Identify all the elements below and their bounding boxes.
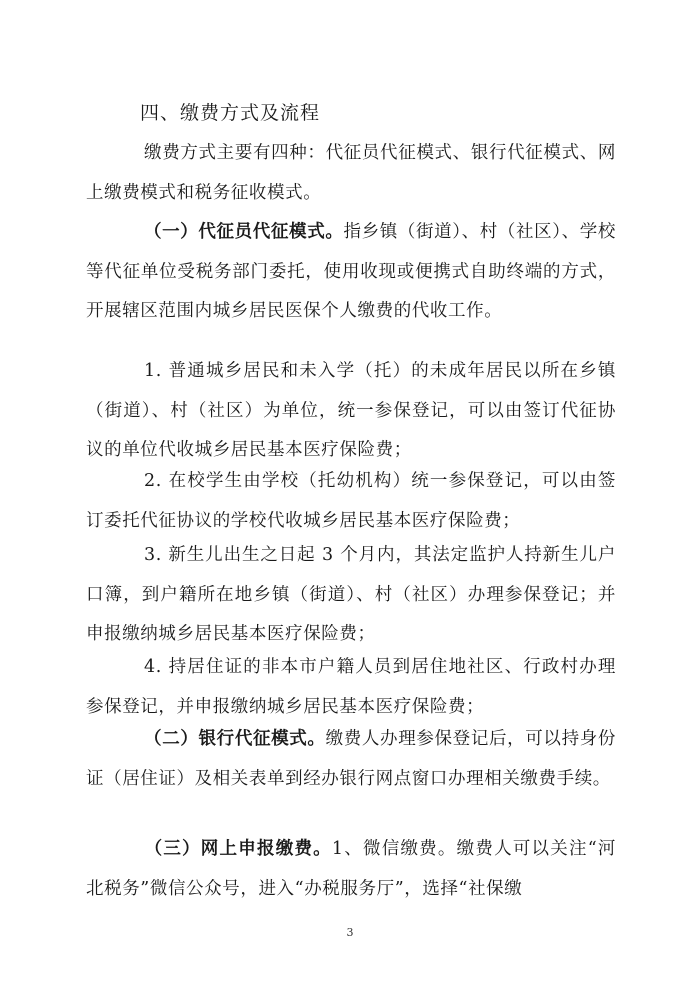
paragraph-text: 1、微信缴费。缴费人可以关注“河北税务”微信公众号，进入“办税服务厅”，选择“社保缴 [86, 839, 616, 899]
section-heading: 四、缴费方式及流程 [140, 102, 321, 124]
paragraph-mode-2 [86, 720, 616, 799]
paragraph-intro [86, 134, 616, 213]
paragraph-text: 指乡镇（街道）、村（社区）、学校等代征单位受税务部门委托，使用收现或便携式自助终端的方式，开展辖区范围内城乡居民医保个人缴费的代收工作。 [86, 222, 616, 321]
paragraph-item-2 [86, 462, 616, 541]
paragraph-text: 缴费人办理参保登记后，可以持身份证（居住证）及相关表单到经办银行网点窗口办理相关缴费手续。 [86, 729, 616, 789]
paragraph-text: 1. 普通城乡居民和未入学（托）的未成年居民以所在乡镇（街道）、村（社区）为单位，统一参保登记，可以由签订代征协议的单位代收城乡居民基本医疗保险费； [86, 361, 616, 460]
paragraph-lead: （三）网上申报缴费。 [144, 839, 332, 859]
paragraph-text: 3. 新生儿出生之日起 3 个月内，其法定监护人持新生儿户口簿，到户籍所在地乡镇（街道）、村（社区）办理参保登记；并申报缴纳城乡居民基本医疗保险费； [86, 545, 616, 644]
paragraph-mode-1 [86, 213, 616, 332]
paragraph-item-4 [86, 648, 616, 727]
page-number: 3 [346, 926, 354, 939]
paragraph-item-3 [86, 536, 616, 655]
paragraph-mode-3 [86, 830, 616, 909]
paragraph-text: 4. 持居住证的非本市户籍人员到居住地社区、行政村办理参保登记，并申报缴纳城乡居民基本医疗保险费； [86, 657, 616, 717]
paragraph-item-1 [86, 352, 616, 471]
paragraph-lead: （一）代征员代征模式。 [144, 222, 344, 242]
paragraph-text: 2. 在校学生由学校（托幼机构）统一参保登记，可以由签订委托代征协议的学校代收城乡居民基本医疗保险费； [86, 471, 616, 531]
paragraph-lead: （二）银行代征模式。 [144, 729, 326, 749]
paragraph-text: 缴费方式主要有四种：代征员代征模式、银行代征模式、网上缴费模式和税务征收模式。 [86, 143, 616, 203]
